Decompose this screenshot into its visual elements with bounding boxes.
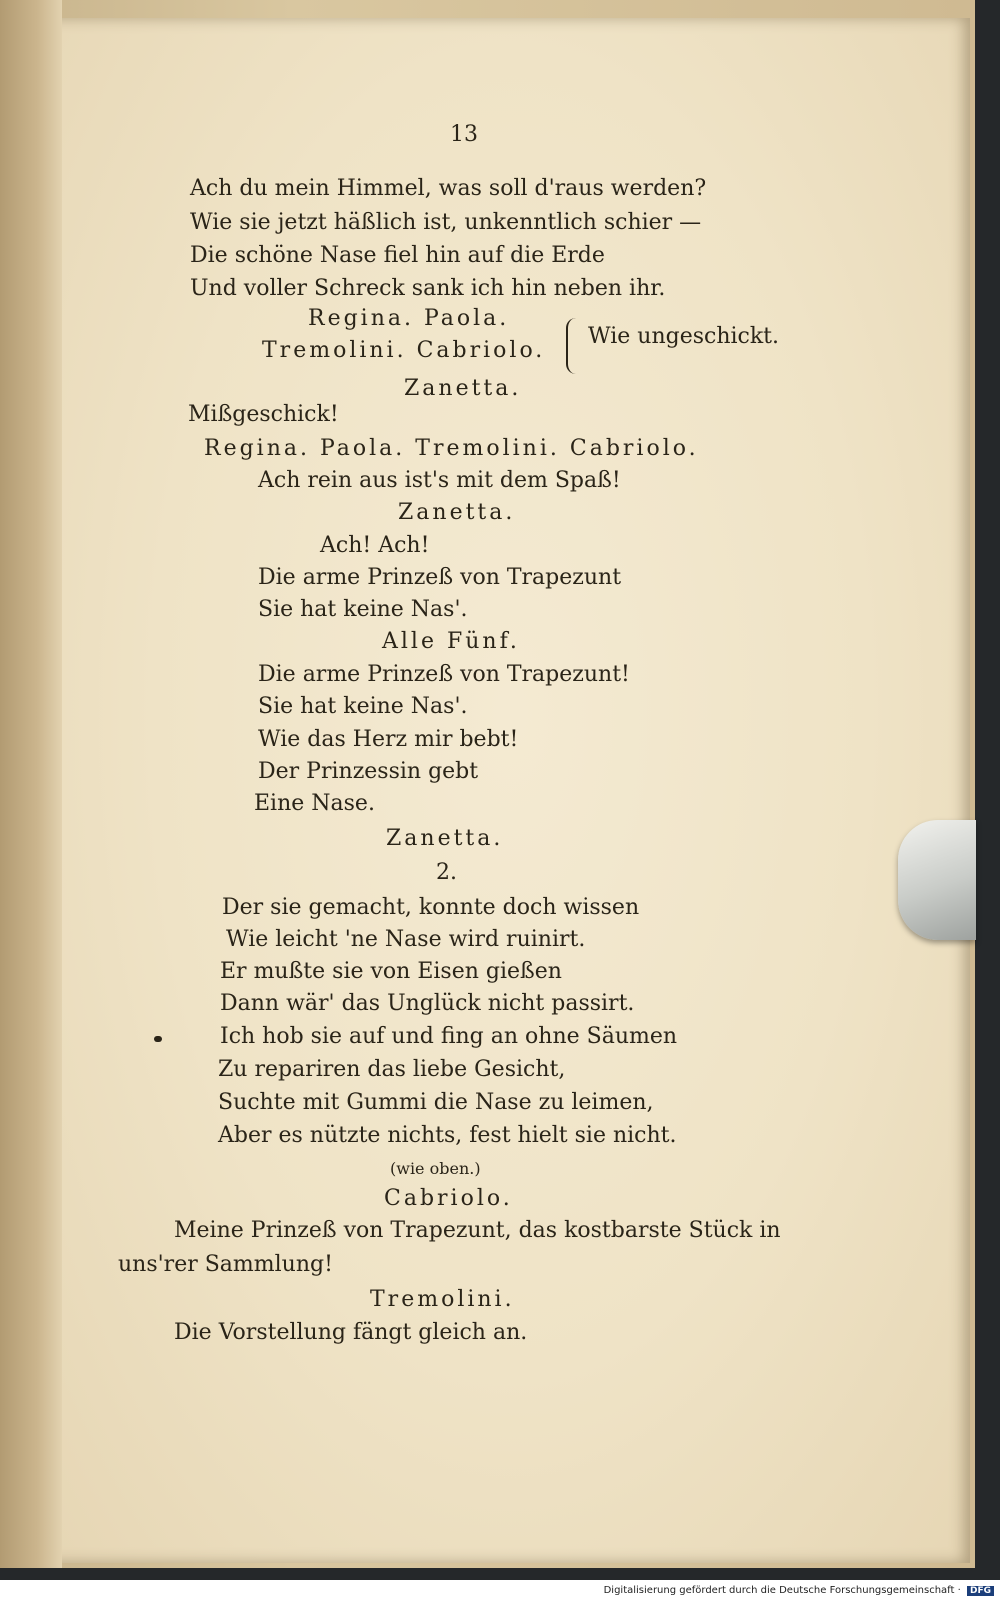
verse-line: Er mußte sie von Eisen gießen xyxy=(220,959,562,984)
verse-line: Wie sie jetzt häßlich ist, unkenntlich schier — xyxy=(190,210,702,235)
speaker-group-line: Regina. Paola. Tremolini. Cabriolo. xyxy=(204,436,699,461)
verse-line: Die arme Prinzeß von Trapezunt! xyxy=(258,662,630,687)
prose-line: uns'rer Sammlung! xyxy=(118,1252,333,1277)
speaker-name: Cabriolo. xyxy=(384,1186,513,1211)
verse-line: Die arme Prinzeß von Trapezunt xyxy=(258,565,622,590)
page-clip-tab xyxy=(898,820,976,940)
curly-brace xyxy=(566,318,580,374)
speaker-name: Tremolini. xyxy=(370,1287,515,1312)
prose-line: Meine Prinzeß von Trapezunt, das kostbarste Stück in xyxy=(174,1218,781,1243)
verse-line: Aber es nützte nichts, fest hielt sie nicht. xyxy=(218,1123,677,1148)
verse-line: Mißgeschick! xyxy=(188,402,339,427)
verse-line: Eine Nase. xyxy=(254,791,375,816)
speaker-name: Alle Fünf. xyxy=(382,629,520,654)
verse-line: Der sie gemacht, konnte doch wissen xyxy=(222,895,640,920)
verse-line: Und voller Schreck sank ich hin neben ihr. xyxy=(190,276,666,301)
speaker-name: Zanetta. xyxy=(386,826,504,851)
speaker-group-line: Regina. Paola. xyxy=(308,306,510,331)
verse-line: Sie hat keine Nas'. xyxy=(258,694,468,719)
verse-line: Ich hob sie auf und fing an ohne Säumen xyxy=(220,1024,678,1049)
book-gutter xyxy=(0,0,62,1568)
footer-credit xyxy=(604,1585,994,1596)
verse-line: Sie hat keine Nas'. xyxy=(258,597,468,622)
verse-line: Wie leicht 'ne Nase wird ruinirt. xyxy=(226,927,586,952)
ink-mark xyxy=(154,1036,162,1042)
footer-text: Digitalisierung gefördert durch die Deutsche Forschungsgemeinschaft · xyxy=(603,1585,961,1596)
verse-line: Der Prinzessin gebt xyxy=(258,759,479,784)
page-number: 13 xyxy=(450,122,478,147)
verse-line: Suchte mit Gummi die Nase zu leimen, xyxy=(218,1090,654,1115)
verse-line: Ach du mein Himmel, was soll d'raus werden? xyxy=(190,176,707,201)
verse-number: 2. xyxy=(436,860,457,885)
verse-line: Ach rein aus ist's mit dem Spaß! xyxy=(258,468,621,493)
verse-line: Ach! Ach! xyxy=(320,533,430,558)
verse-line: Zu repariren das liebe Gesicht, xyxy=(218,1057,566,1082)
dfg-logo: DFG xyxy=(967,1586,994,1596)
prose-line: Die Vorstellung fängt gleich an. xyxy=(174,1320,528,1345)
speaker-name: Zanetta. xyxy=(398,500,516,525)
group-line-text: Wie ungeschickt. xyxy=(588,324,780,349)
verse-line: Die schöne Nase fiel hin auf die Erde xyxy=(190,243,605,268)
verse-line: Dann wär' das Unglück nicht passirt. xyxy=(220,991,635,1016)
verse-line: Wie das Herz mir bebt! xyxy=(258,727,519,752)
speaker-group-line: Tremolini. Cabriolo. xyxy=(262,338,546,363)
speaker-name: Zanetta. xyxy=(404,376,522,401)
stage-direction: (wie oben.) xyxy=(390,1159,481,1178)
